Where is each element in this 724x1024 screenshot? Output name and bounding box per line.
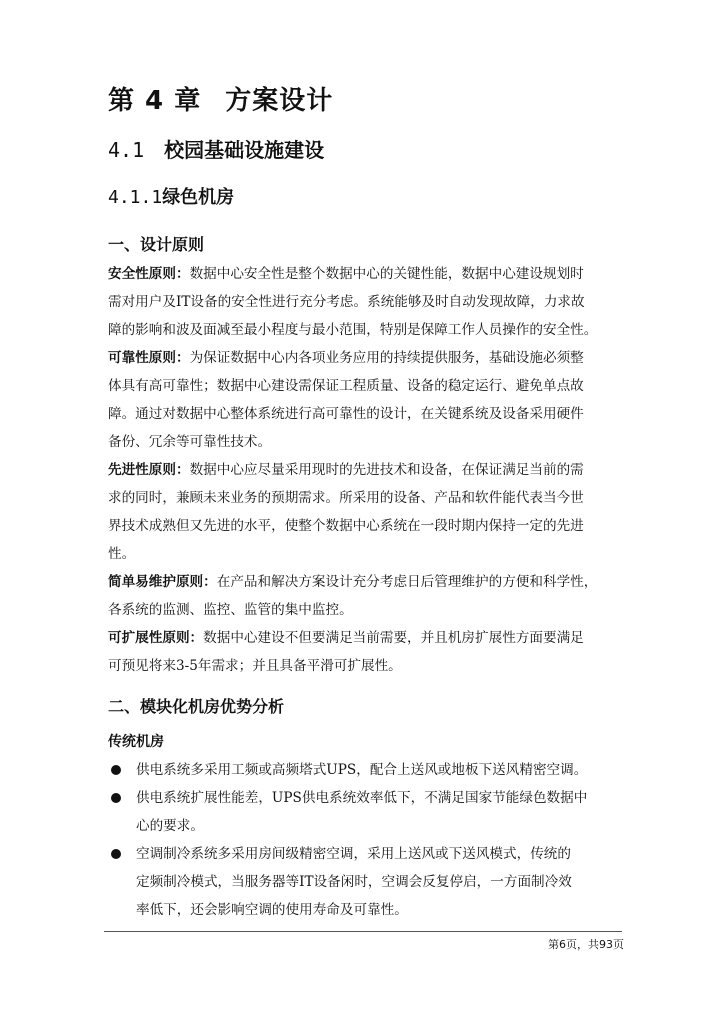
paragraph-line: 体具有高可靠性；数据中心建设需保证工程质量、设备的稳定运行、避免单点故 [108,378,584,394]
paragraph-line: 障的影响和波及面减至最小程度与最小范围，特别是保障工作人员操作的安全性。 [108,322,598,338]
bullet-dot [111,849,121,859]
part2-heading: 二、模块化机房优势分析 [108,697,285,716]
paragraph-line: 需对用户及IT设备的安全性进行充分考虑。系统能够及时自动发现故障，力求故 [108,294,585,310]
chapter-title: 方案设计 [225,86,334,116]
bullet-line: 供电系统多采用工频或高频塔式UPS，配合上送风或地板下送风精密空调。 [136,762,588,778]
footer-divider [104,931,622,932]
bullet-dot [111,793,121,803]
part1-heading: 一、设计原则 [108,235,205,254]
bullet-line: 空调制冷系统多采用房间级精密空调，采用上送风或下送风模式，传统的 [136,846,571,862]
paragraph-line: 安全性原则：数据中心安全性是整个数据中心的关键性能，数据中心建设规划时 [108,266,584,282]
paragraph-line: 备份、冗余等可靠性技术。 [108,434,272,450]
principle-label: 安全性原则： [108,266,190,282]
paragraph-line: 可扩展性原则：数据中心建设不但要满足当前需要，并且机房扩展性方面要满足 [108,630,584,646]
paragraph-line: 求的同时，兼顾未来业务的预期需求。所采用的设备、产品和软件能代表当今世 [108,490,584,506]
subsection-number: 4.1.1 [108,187,163,208]
paragraph-line: 先进性原则：数据中心应尽量采用现时的先进技术和设备，在保证满足当前的需 [108,462,584,478]
subsection-title: 绿色机房 [162,187,235,208]
traditional-room-subheading: 传统机房 [108,734,164,750]
chapter-heading [108,80,333,117]
paragraph-line: 性。 [108,546,136,562]
bullet-line: 心的要求。 [136,818,204,834]
bullet-dot [111,765,121,775]
bullet-line: 定频制冷模式，当服务器等IT设备闲时，空调会反复停启，一方面制冷效 [136,874,572,890]
chapter-label: 第 4 章 [108,86,202,116]
principle-label: 可扩展性原则： [108,630,204,646]
section-title: 校园基础设施建设 [164,138,325,162]
paragraph-line: 障。通过对数据中心整体系统进行高可靠性的设计，在关键系统及设备采用硬件 [108,406,584,422]
bullet-line: 供电系统扩展性能差，UPS供电系统效率低下，不满足国家节能绿色数据中 [136,790,588,806]
paragraph-line: 可靠性原则：为保证数据中心内各项业务应用的持续提供服务，基础设施必须整 [108,350,584,366]
page-footer: 第6页，共93页 [548,938,624,951]
principle-label: 先进性原则： [108,462,190,478]
section-heading [108,134,324,163]
principle-label: 简单易维护原则： [108,574,217,590]
subsection-heading [108,183,234,209]
section-number: 4.1 [108,138,145,162]
paragraph-line: 界技术成熟但又先进的水平，使整个数据中心系统在一段时期内保持一定的先进 [108,518,584,534]
paragraph-line: 可预见将来3-5年需求；并且具备平滑可扩展性。 [108,658,402,674]
principle-label: 可靠性原则： [108,350,190,366]
paragraph-line: 简单易维护原则：在产品和解决方案设计充分考虑日后管理维护的方便和科学性， [108,574,598,590]
bullet-line: 率低下，还会影响空调的使用寿命及可靠性。 [136,902,408,918]
paragraph-line: 各系统的监测、监控、监管的集中监控。 [108,602,353,618]
